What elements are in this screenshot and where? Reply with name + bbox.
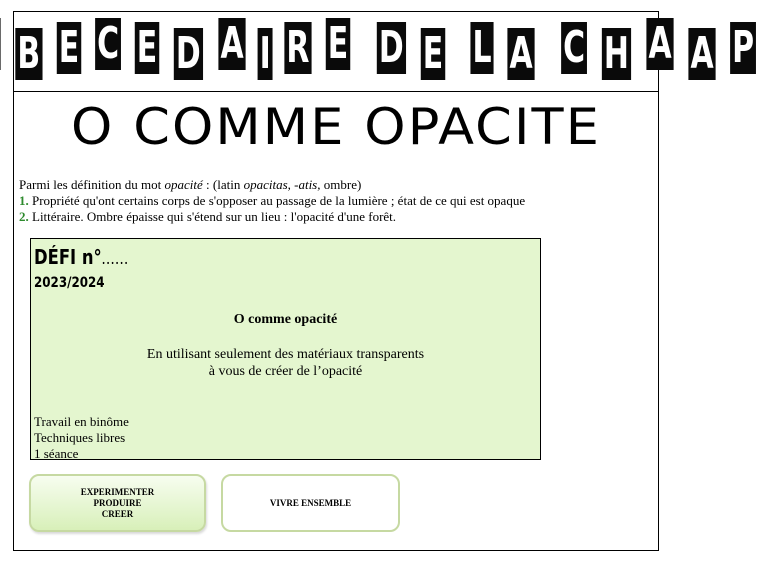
banner-letter: D — [174, 28, 203, 80]
banner-word — [0, 18, 357, 80]
defi-info — [34, 414, 129, 462]
banner-letter: A — [218, 18, 245, 70]
definition-item-1: 1. Propriété qu'ont certains corps de s'opposer au passage de la lumière ; état de ce qui est opaque — [19, 193, 526, 208]
banner-letter: A — [688, 28, 715, 80]
experimenter-button[interactable]: EXPERIMENTER PRODUIRE CREER — [29, 474, 206, 532]
banner-letter: D — [377, 22, 406, 74]
vivre-ensemble-button[interactable]: VIVRE ENSEMBLE — [221, 474, 400, 532]
banner-letter: I — [257, 28, 272, 80]
banner-letter: A — [507, 28, 534, 80]
banner-title — [0, 18, 769, 80]
page-frame — [13, 11, 755, 551]
definitions-intro: Parmi les définition du mot opacité : (latin opacitas, -atis, ombre) — [19, 177, 362, 192]
banner-word — [369, 22, 452, 80]
info-techniques: Techniques libres — [34, 430, 126, 445]
abecedaire-banner — [17, 17, 755, 85]
banner-letter: B — [16, 28, 43, 80]
banner-letter: A — [646, 18, 673, 70]
defi-year: 2023/2024 — [34, 275, 105, 291]
banner-word — [464, 22, 542, 80]
banner-letter: H — [602, 28, 631, 80]
info-seance: 1 séance — [34, 446, 79, 461]
banner-letter: C — [95, 18, 121, 70]
info-binome: Travail en binôme — [34, 414, 129, 429]
page-title: O COMME OPACITE — [71, 98, 601, 156]
banner-letter: L — [470, 22, 493, 74]
header-band — [14, 12, 755, 92]
banner-letter: E — [57, 22, 82, 74]
banner-letter: C — [561, 22, 587, 74]
defi-title: DÉFI n°...... — [34, 245, 129, 269]
banner-letter: P — [730, 22, 756, 74]
defi-box — [30, 238, 541, 460]
word-opacite: opacité — [164, 177, 203, 192]
banner-letter: E — [420, 28, 445, 80]
defi-description: En utilisant seulement des matériaux transparents à vous de créer de l’opacité — [146, 347, 425, 379]
definitions-block — [19, 177, 525, 225]
banner-letter — [0, 18, 1, 70]
defi-subtitle: O comme opacité — [233, 312, 338, 327]
banner-letter: R — [285, 22, 312, 74]
banner-letter: E — [326, 18, 351, 70]
banner-word — [554, 18, 764, 80]
banner-letter: E — [135, 22, 160, 74]
definition-item-2: 2. Littéraire. Ombre épaisse qui s'étend sur un lieu : l'opacité d'une forêt. — [19, 209, 397, 224]
latin-term: opacitas, -atis, — [243, 177, 321, 192]
